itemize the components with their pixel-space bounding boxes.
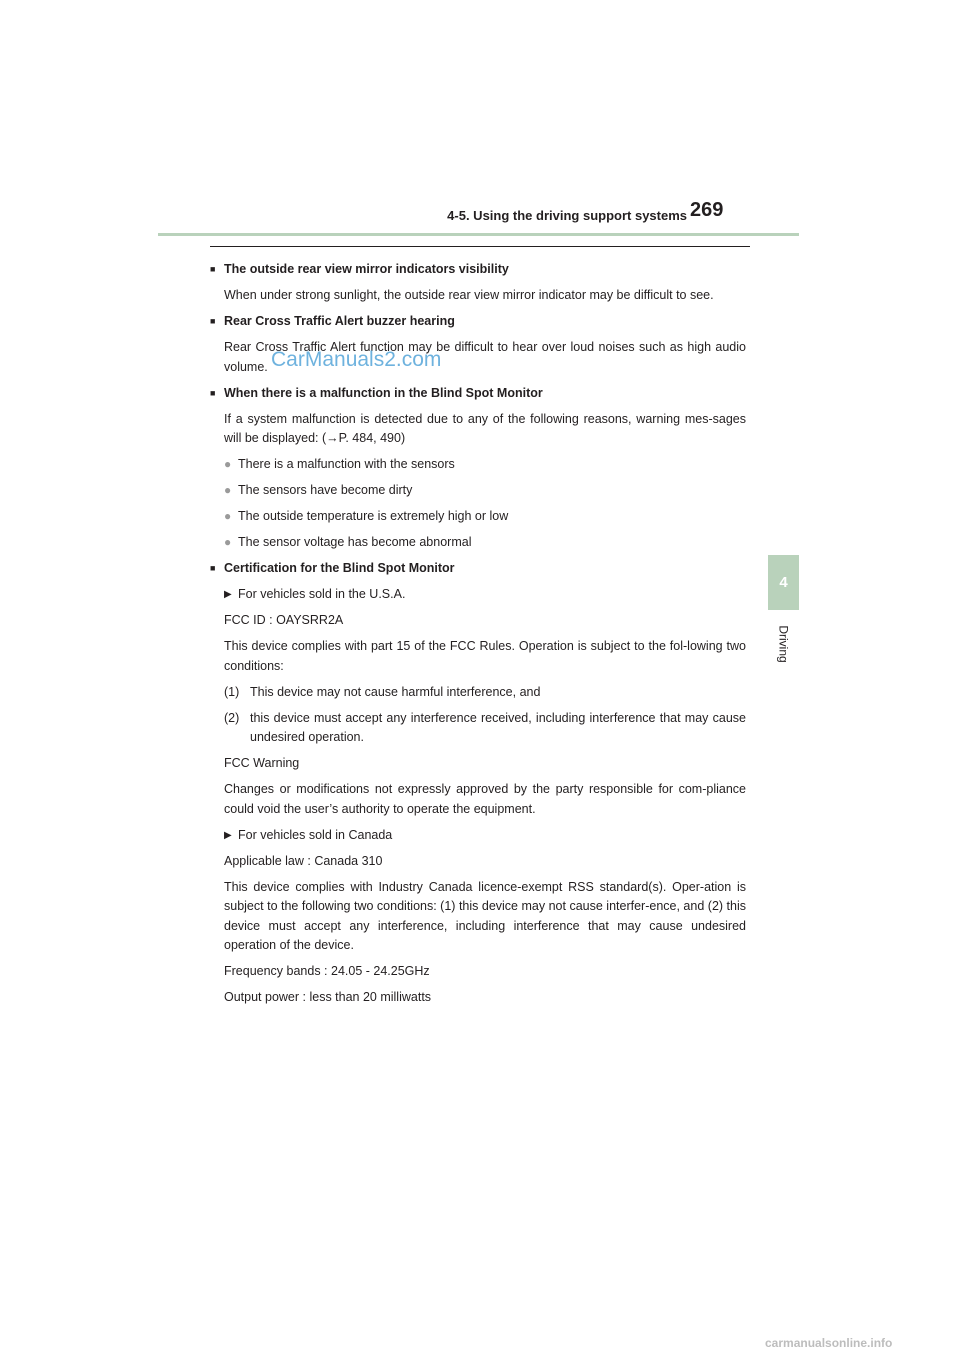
circle-bullet-icon: ● [224,535,232,549]
watermark: CarManuals2.com [271,348,442,371]
subheading-usa: ▶ For vehicles sold in the U.S.A. [210,585,746,605]
output-power: Output power : less than 20 milliwatts [224,990,432,1004]
section-title: 4-5. Using the driving support systems [447,208,687,223]
numbered-item: (2) this device must accept any interference received, including interference that may cause undesired operation. [224,710,746,744]
square-bullet-icon: ■ [210,316,216,326]
footer-watermark: carmanualsonline.info [765,1336,893,1350]
paragraph: Changes or modifications not expressly approved by the party responsible for com-pliance could void the user’s authority to operate the equipment. [224,782,746,816]
arrow-right-icon: ▶ [224,589,232,600]
numbered-item: (1) This device may not cause harmful interference, and [224,684,541,699]
section-heading: ■ Rear Cross Traffic Alert buzzer hearing [210,312,746,332]
square-bullet-icon: ■ [210,264,216,274]
paragraph: If a system malfunction is detected due to any of the following reasons, warning mes-sages will be displayed: (→P. 484, 490) [224,411,746,445]
page-number: 269 [690,199,724,221]
paragraph: When under strong sunlight, the outside rear view mirror indicator may be difficult to see. [224,288,714,302]
list-item: ● The sensor voltage has become abnormal [210,533,746,553]
paragraph: This device complies with Industry Canada licence-exempt RSS standard(s). Oper-ation is subject to the following two conditions: (1) this device may not cause interfer-ence, and (2) this device must accept any interference, including interference that may cause undesired operation of the device. [224,879,746,952]
fcc-id: FCC ID : OAYSRR2A [224,613,344,627]
paragraph: Rear Cross Traffic Alert function may be difficult to hear over loud noises such as high audio volume. [224,340,746,374]
chapter-number: 4 [779,574,788,591]
applicable-law: Applicable law : Canada 310 [224,853,383,868]
section-heading: ■ When there is a malfunction in the Blind Spot Monitor [210,384,746,404]
chapter-label-text: Driving [776,625,791,663]
list-item: ● The sensors have become dirty [210,481,746,501]
header-rule [158,233,799,236]
list-item: ● The outside temperature is extremely high or low [210,507,746,527]
section-heading: ■ The outside rear view mirror indicators visibility [210,260,746,280]
list-item: ● There is a malfunction with the sensors [210,455,746,475]
circle-bullet-icon: ● [224,509,232,523]
arrow-right-icon: ▶ [224,829,232,841]
frequency-bands: Frequency bands : 24.05 - 24.25GHz [224,964,430,978]
content-rule [210,246,750,247]
circle-bullet-icon: ● [224,457,232,471]
chapter-tab [768,555,799,610]
square-bullet-icon: ■ [210,387,216,398]
subheading-canada: ▶ For vehicles sold in Canada [210,826,746,846]
square-bullet-icon: ■ [210,563,216,573]
circle-bullet-icon: ● [224,483,232,497]
section-heading: ■ Certification for the Blind Spot Monitor [210,559,746,579]
fcc-warning-label: FCC Warning [224,756,300,770]
chapter-label [768,614,799,674]
main-content [210,260,746,1008]
paragraph: This device complies with part 15 of the FCC Rules. Operation is subject to the fol-lowing two conditions: [224,639,746,673]
